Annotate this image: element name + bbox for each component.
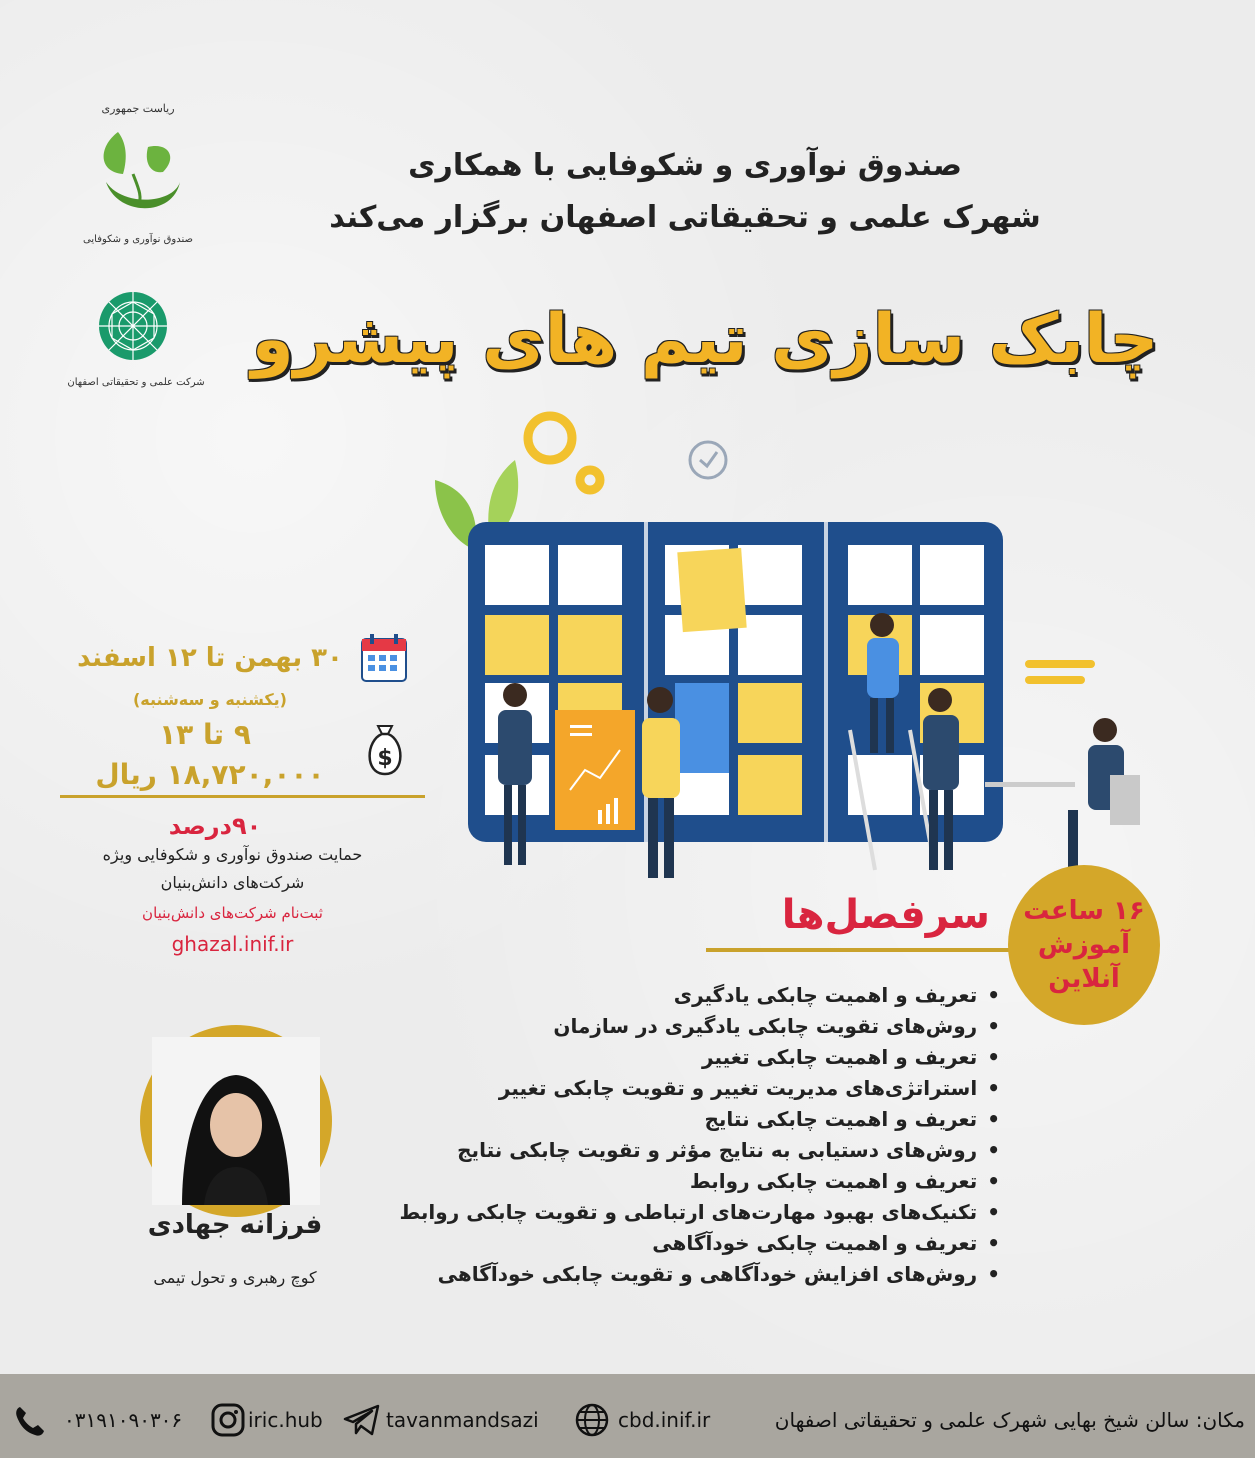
support-line-1: حمایت صندوق نوآوری و شکوفایی ویژه [102,845,363,864]
header-line-2: شهرک علمی و تحقیقاتی اصفهان برگزار می‌کند [329,200,1041,235]
topic-item: • تعریف و اهمیت چابکی یادگیری [360,980,1000,1011]
person-portrait-icon [152,1037,320,1205]
topic-item: • تکنیک‌های بهبود مهارت‌های ارتباطی و تقویت چابکی روابط [360,1197,1000,1228]
calendar-icon [360,633,408,683]
badge-line-2: آموزش [1037,930,1131,960]
badge-line-1: ۱۶ ساعت [1023,896,1145,926]
svg-text:صندوق نوآوری و شکوفایی: صندوق نوآوری و شکوفایی [83,234,193,245]
info-divider [60,795,425,798]
online-hours-badge [1008,865,1160,1025]
svg-text:$: $ [377,746,393,771]
team-member-seated [985,718,1140,875]
topic-item: • روش‌های تقویت چابکی یادگیری در سازمان [360,1011,1000,1042]
instagram-icon [210,1402,246,1438]
telegram-icon [342,1402,382,1438]
topics-divider [706,948,1010,952]
topics-list [360,980,1000,1290]
leaf-logo-icon [78,92,198,262]
footer-location: مکان: سالن شیخ بهایی شهرک علمی و تحقیقاتی اصفهان [774,1408,1245,1432]
event-hours: ۹ تا ۱۳ [159,718,251,751]
topic-item: • تعریف و اهمیت چابکی تغییر [360,1042,1000,1073]
topic-item: • تعریف و اهمیت چابکی خودآگاهی [360,1228,1000,1259]
topic-item: • روش‌های دستیابی به نتایج مؤثر و تقویت چابکی نتایج [360,1135,1000,1166]
topic-item: • روش‌های افزایش خودآگاهی و تقویت چابکی خودآگاهی [360,1259,1000,1290]
instructor-avatar [140,1025,332,1217]
topics-title: سرفصل‌ها [781,892,990,938]
event-dates: ۳۰ بهمن تا ۱۲ اسفند [77,643,343,673]
agile-board-illustration [420,400,1250,890]
page-title: چابک سازی تیم های پیشرو [251,300,1159,379]
register-note: ثبت‌نام شرکت‌های دانش‌بنیان [142,904,323,922]
badge-line-3: آنلاین [1048,964,1120,994]
event-price: ۱۸,۷۲۰,۰۰۰ ریال [95,758,325,791]
svg-text:ریاست جمهوری: ریاست جمهوری [101,102,175,115]
globe-icon [574,1402,610,1438]
footer-telegram[interactable]: tavanmandsazi [386,1408,539,1432]
svg-text:شرکت علمی و تحقیقاتی اصفهان: شرکت علمی و تحقیقاتی اصفهان [67,377,205,388]
scrum-board-icon [420,400,1250,890]
support-line-2: شرکت‌های دانش‌بنیان [160,873,305,892]
topic-item: • تعریف و اهمیت چابکی نتایج [360,1104,1000,1135]
event-days: (یکشنبه و سه‌شنبه) [132,690,287,709]
money-bag-icon [360,718,410,778]
instructor-name: فرزانه جهادی [147,1210,323,1240]
topic-item: • تعریف و اهمیت چابکی روابط [360,1166,1000,1197]
science-park-logo [67,290,205,405]
header-line-1: صندوق نوآوری و شکوفایی با همکاری [408,148,962,183]
footer-instagram[interactable]: iric.hub [248,1408,323,1432]
register-link[interactable]: ghazal.inif.ir [171,932,294,956]
innovation-fund-logo [78,92,198,262]
footer-website[interactable]: cbd.inif.ir [618,1408,711,1432]
instructor-role: کوچ رهبری و تحول تیمی [153,1268,317,1287]
footer-phone[interactable]: ۰۳۱۹۱۰۹۰۳۰۶ [64,1408,183,1432]
phone-icon [12,1403,48,1439]
rosette-logo-icon [67,290,205,405]
topic-item: • استراتژی‌های مدیریت تغییر و تقویت چابکی تغییر [360,1073,1000,1104]
discount-text: ۹۰درصد [168,812,262,840]
